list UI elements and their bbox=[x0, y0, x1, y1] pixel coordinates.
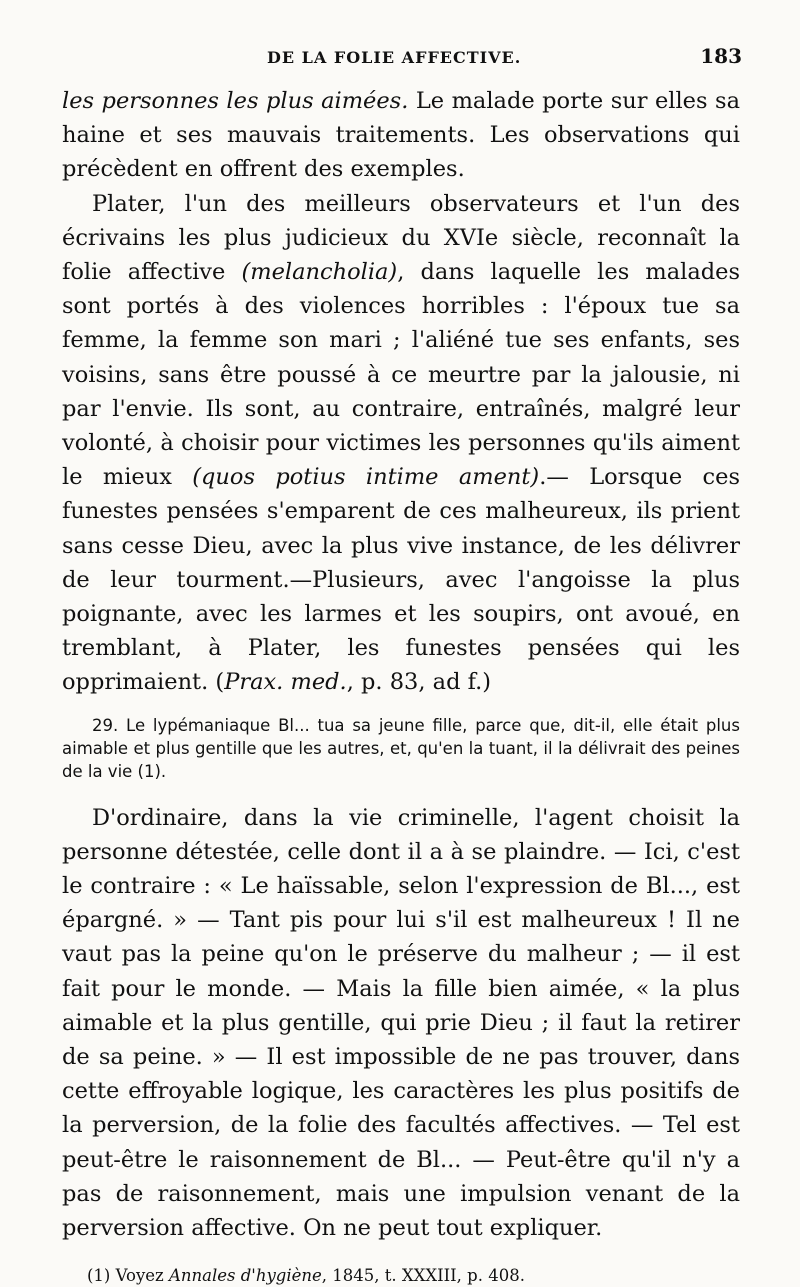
footnote-text: (1) Voyez bbox=[87, 1266, 169, 1286]
page-number: 183 bbox=[700, 44, 742, 68]
running-head: DE LA FOLIE AFFECTIVE. bbox=[267, 48, 522, 67]
page-body bbox=[62, 84, 740, 1287]
footnote-italic: Annales d'hygiène bbox=[168, 1266, 322, 1286]
paragraph-text: , p. 83, ad f.) bbox=[346, 669, 492, 696]
paragraph-text: D'ordinaire, dans la vie criminelle, l'agent choisit la personne détestée, celle dont il a à se plaindre. — Ici, c'est le contraire : « Le haïssable, selon l'expression de Bl..., est épargné. » — Tant pis pour lui s'il est malheureux ! Il ne vaut pas la peine qu'on le préserve du malheur ; — il est fait pour le monde. — Mais la fille bien aimée, « la plus aimable et la plus gentille, qui prie Dieu ; il faut la retirer de sa peine. » — Il est impossible de ne pas trouver, dans cette effroyable logique, les caractères les plus positifs de la perversion, de la folie des facultés affectives. — Tel est peut-être le raisonnement de Bl... — Peut-être qu'il n'y a pas de raisonnement, mais une impulsion venant de la perversion affective. On ne peut tout expliquer. bbox=[62, 804, 740, 1242]
observation-text: 29. Le lypémaniaque Bl... tua sa jeune fille, parce que, dit-il, elle était plus aimable et plus gentille que les autres, et, qu'en la tuant, il la délivrait des peines de la vie (1). bbox=[62, 715, 740, 781]
italic-text: (melancholia) bbox=[241, 259, 398, 286]
observation-29 bbox=[62, 714, 740, 783]
italic-text: (quos potius intime ament) bbox=[192, 464, 540, 491]
paragraph-text: Plater, l'un des meilleurs observateurs et l'un des écrivains les plus judicieux du XVIe siècle, reconnaît la folie affective bbox=[62, 190, 740, 286]
paragraph-4 bbox=[62, 801, 740, 1246]
page-header bbox=[62, 44, 742, 74]
paragraph-text: , dans laquelle les malades sont portés à des violences horribles : l'époux tue sa femme, la femme son mari ; l'aliéné tue ses enfants, ses voisins, sans être poussé à ce meurtre par la jalousie, ni par l'envie. Ils sont, au contraire, entraînés, malgré leur volonté, à choisir pour victimes les personnes qu'ils aiment le mieux bbox=[62, 259, 741, 491]
paragraph-1 bbox=[62, 84, 740, 187]
paragraph-2 bbox=[62, 187, 740, 700]
footnote bbox=[62, 1265, 740, 1287]
paragraph-text: .— Lorsque ces funestes pensées s'emparent de ces malheureux, ils prient sans cesse Dieu, avec la plus vive instance, de les délivrer de leur tourment.—Plusieurs, avec l'angoisse la plus poignante, avec les larmes et les soupirs, ont avoué, en tremblant, à Plater, les funestes pensées qui les opprimaient. ( bbox=[62, 464, 741, 696]
italic-text: les personnes les plus aimées. bbox=[62, 88, 409, 114]
footnote-text: , 1845, t. XXXIII, p. 408. bbox=[321, 1266, 525, 1286]
paragraph-text: Le malade porte sur elles sa haine et ses mauvais traitements. Les observations qui précèdent en offrent des exemples. bbox=[62, 88, 740, 183]
italic-text: Prax. med. bbox=[224, 669, 347, 696]
